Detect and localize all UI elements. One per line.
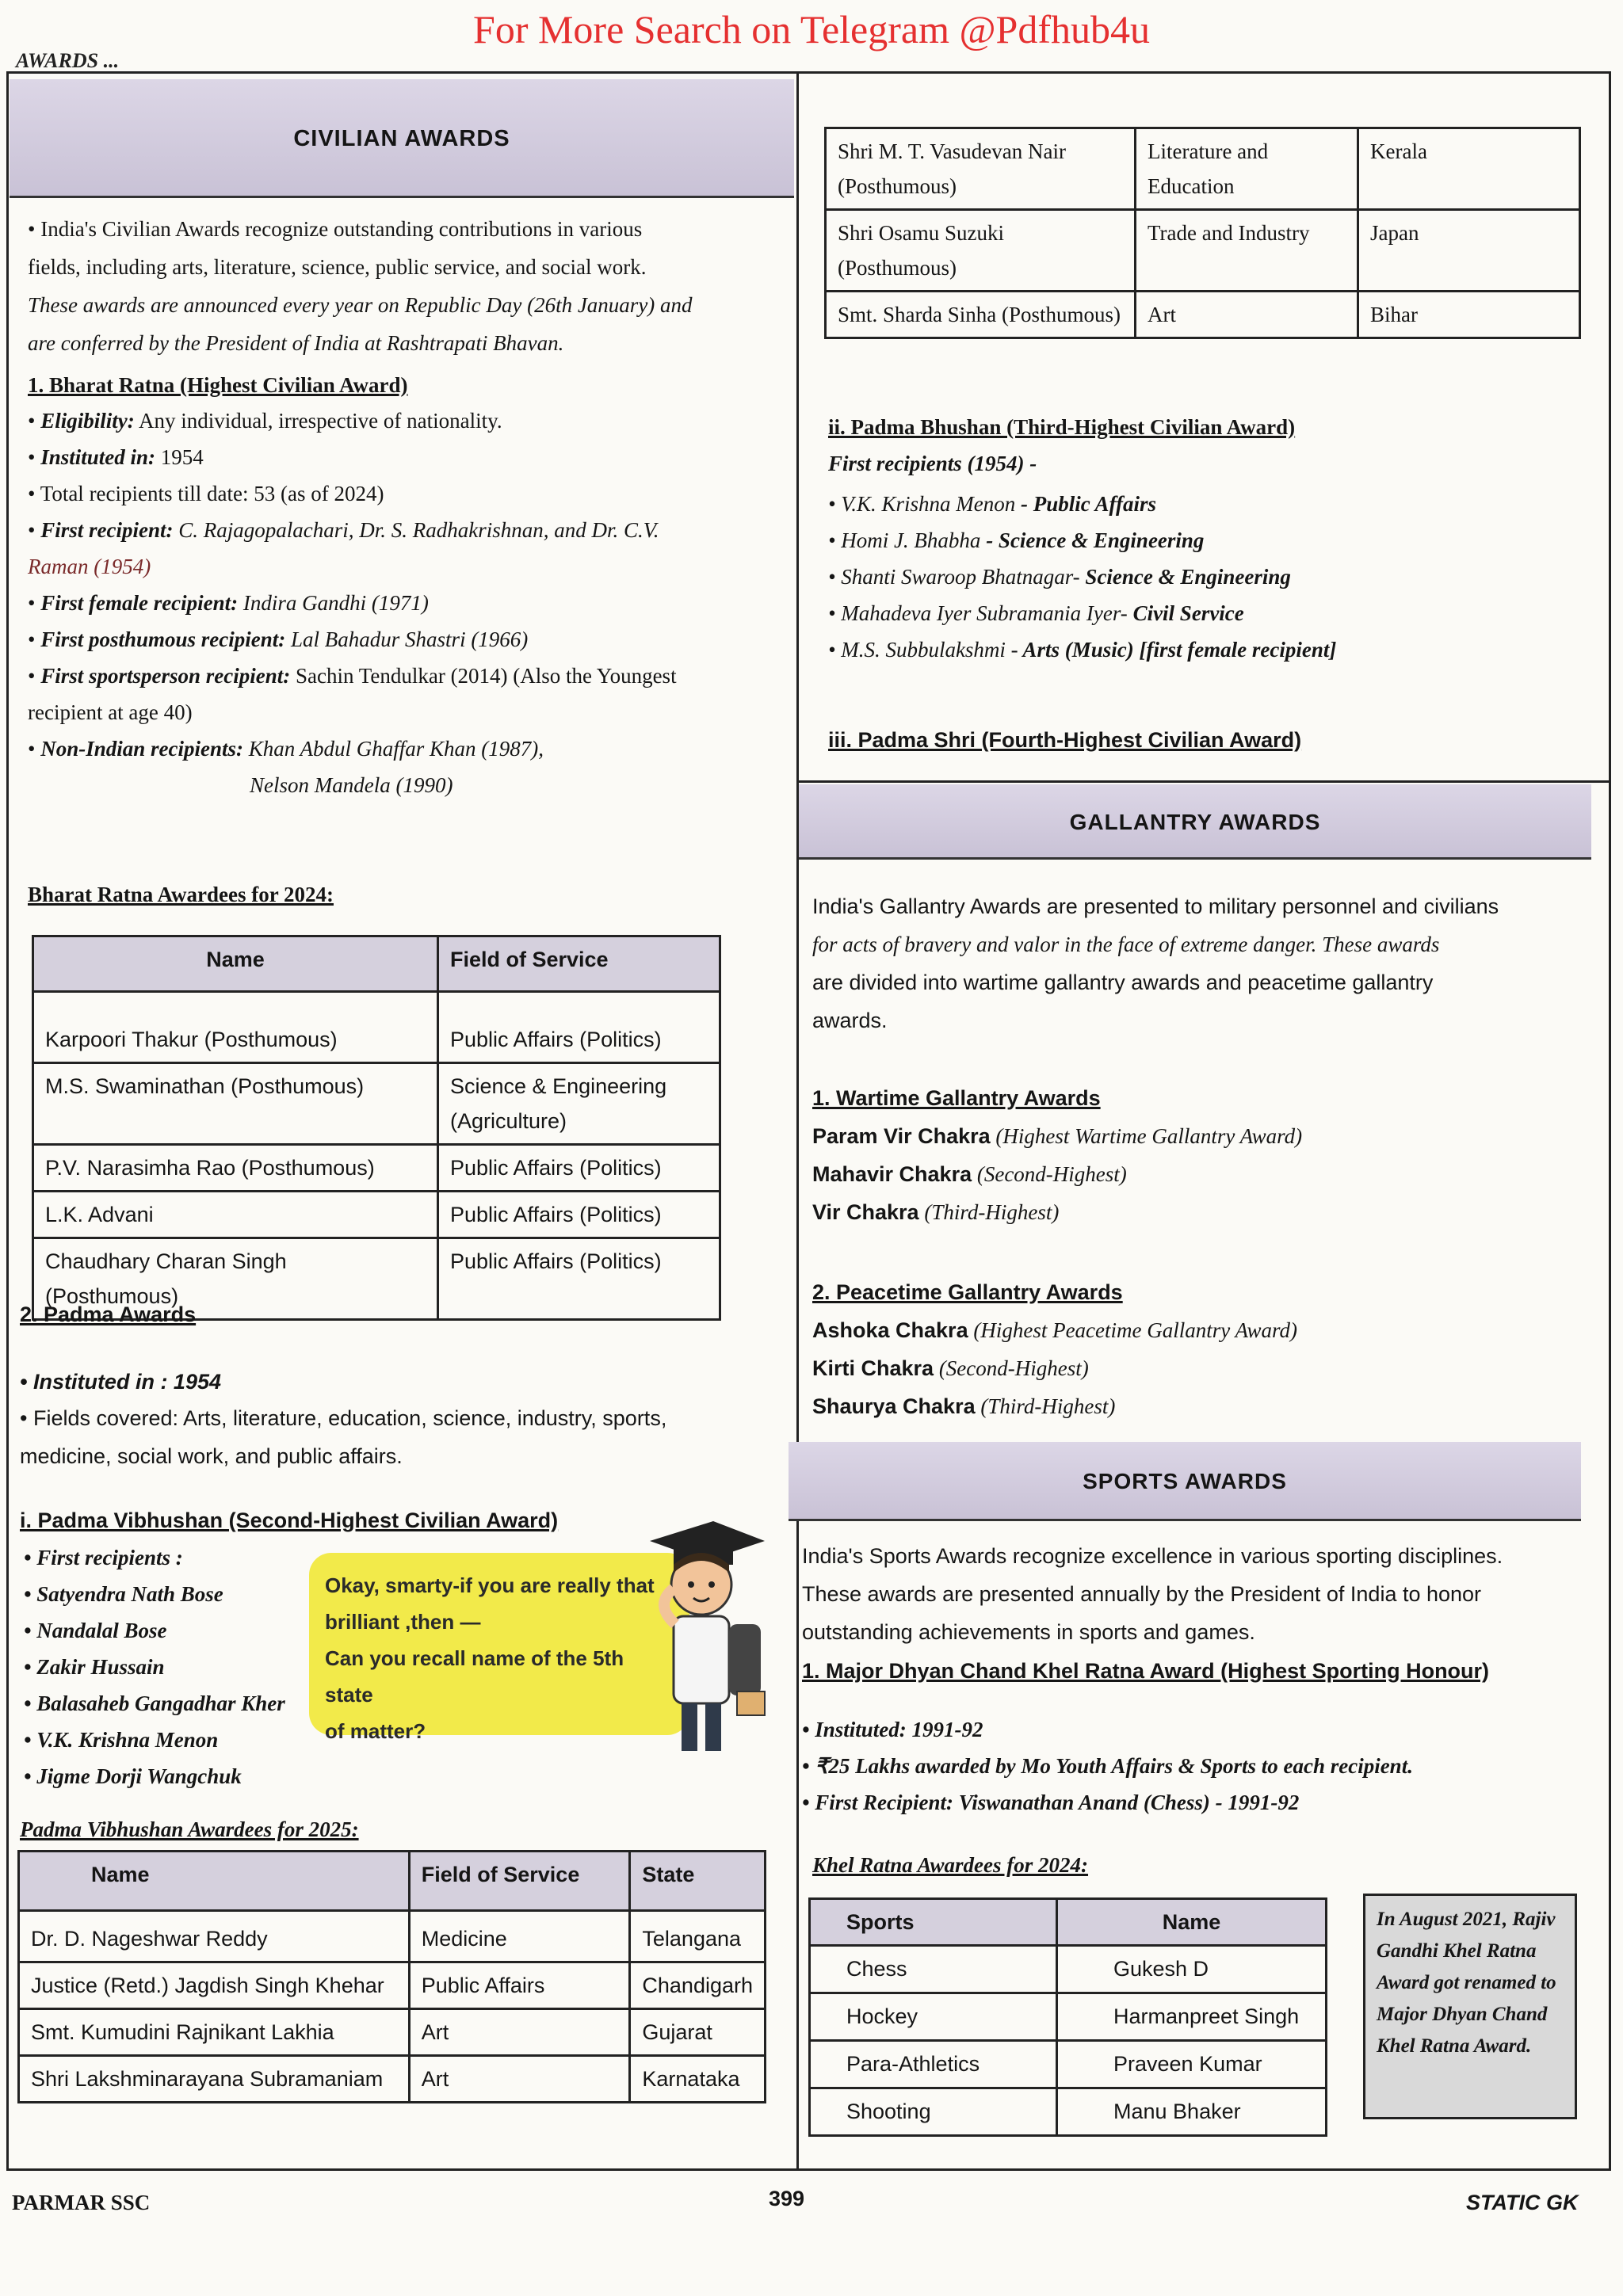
list-item: • V.K. Krishna Menon - Public Affairs [828,492,1156,516]
list-item: Param Vir Chakra (Highest Wartime Gallantry Award) [812,1124,1303,1148]
table-row: Dr. D. Nageshwar Reddy Medicine Telangana [19,1911,766,1962]
list-item: • Mahadeva Iyer Subramania Iyer- Civil Service [828,601,1244,625]
table-row: Shri Lakshminarayana Subramaniam Art Karnataka [19,2056,766,2103]
list-item: • Zakir Hussain [24,1655,165,1679]
sports-awards-header: SPORTS AWARDS [789,1442,1581,1521]
list-item: Mahavir Chakra (Second-Highest) [812,1162,1127,1186]
table-row: Justice (Retd.) Jagdish Singh Khehar Public Affairs Chandigarh [19,1962,766,2009]
table-header: Name [1057,1899,1327,1946]
page-number: 399 [769,2187,805,2210]
wartime-list [812,1117,1302,1231]
list-item: • First posthumous recipient: Lal Bahadur Shastri (1966) [28,627,529,651]
civilian-intro: • India's Civilian Awards recognize outstanding contributions in various fields, including arts, literature, science, public service, and social work. These awards are announced every year on Republic Day (26th January) and are conferred by the President of India at Rashtrapati Bhavan. [28,217,693,355]
peacetime-list [812,1311,1297,1425]
footer-left: PARMAR SSC [12,2191,151,2214]
khel-ratna-heading: 1. Major Dhyan Chand Khel Ratna Award (Highest Sporting Honour) [802,1659,1490,1683]
table-row: Chess Gukesh D [810,1946,1327,1993]
list-item: • Jigme Dorji Wangchuk [24,1764,242,1788]
table-header: State [630,1852,766,1911]
table-row: M.S. Swaminathan (Posthumous) Science & Engineering (Agriculture) [33,1063,720,1145]
list-item: • First Recipient: Viswanathan Anand (Chess) - 1991-92 [802,1791,1300,1814]
list-item: • First sportsperson recipient: Sachin Tendulkar (2014) (Also the Youngest [28,664,677,688]
list-item: • First recipient: C. Rajagopalachari, Dr. S. Radhakrishnan, and Dr. C.V. [28,518,659,542]
bhushan-list [828,486,1589,668]
padma-vibhushan-2025-table [17,1850,766,2103]
table-row: L.K. Advani Public Affairs (Politics) [33,1192,720,1238]
peacetime-heading: 2. Peacetime Gallantry Awards [812,1280,1123,1304]
list-item: Shaurya Chakra (Third-Highest) [812,1394,1116,1418]
list-item: • Balasaheb Gangadhar Kher [24,1691,285,1715]
footer-right: STATIC GK [1466,2191,1579,2214]
list-item: • Satyendra Nath Bose [24,1582,223,1606]
khel-ratna-2024-table [808,1897,1327,2137]
khel-ratna-rename-note: In August 2021, Rajiv Gandhi Khel Ratna Award got renamed to Major Dhyan Chand Khel Ratna Award. [1363,1894,1577,2119]
bharat-ratna-2024-heading: Bharat Ratna Awardees for 2024: [28,883,334,906]
table-header: Name [33,936,438,992]
list-item: • Non-Indian recipients: Khan Abdul Ghaffar Khan (1987), [28,737,544,761]
table-row: Hockey Harmanpreet Singh [810,1993,1327,2041]
list-item: Kirti Chakra (Second-Highest) [812,1356,1089,1380]
list-item: • Shanti Swaroop Bhatnagar- Science & Engineering [828,565,1291,589]
sports-intro: India's Sports Awards recognize excellence in various sporting disciplines. These awards are presented annually by the President of India to honor outstanding achievements in sports and games. [802,1544,1503,1644]
list-item: • Instituted in: 1954 [28,445,204,469]
wartime-heading: 1. Wartime Gallantry Awards [812,1086,1101,1110]
table-row: Smt. Sharda Sinha (Posthumous) Art Bihar [826,292,1580,338]
table-row: P.V. Narasimha Rao (Posthumous) Public Affairs (Politics) [33,1145,720,1192]
list-item: • Nandalal Bose [24,1619,167,1642]
list-item: • ₹25 Lakhs awarded by Mo Youth Affairs & Sports to each recipient. [802,1754,1413,1778]
padma-shri-heading: iii. Padma Shri (Fourth-Highest Civilian Award) [828,728,1302,752]
list-item: • V.K. Krishna Menon [24,1728,219,1752]
padma-awards-heading: 2. Padma Awards [20,1302,197,1326]
table-header: Field of Service [438,936,720,992]
list-item: • Homi J. Bhabha - Science & Engineering [828,528,1205,552]
civilian-awards-header: CIVILIAN AWARDS [10,79,794,198]
table-row: Karpoori Thakur (Posthumous) Public Affairs (Politics) [33,992,720,1063]
vibhushan-first-list: • First recipients : • Satyendra Nath Bose • Nandalal Bose • Zakir Hussain • Balasaheb Gangadhar Kher • V.K. Krishna Menon • Jigme Dorji Wangchuk [24,1539,317,1794]
table-row: Shooting Manu Bhaker [810,2088,1327,2136]
padma-bhushan-heading: ii. Padma Bhushan (Third-Highest Civilian Award) [828,415,1296,439]
table-header: Sports [810,1899,1057,1946]
bharat-ratna-list [28,402,789,803]
padma-vibhushan-continued-table [824,127,1581,339]
padma-instituted: • Instituted in : 1954 [20,1370,221,1394]
bharat-ratna-2024-table [32,935,721,1321]
khel-ratna-list [802,1711,1587,1821]
section-rule [799,780,1611,783]
student-mascot-icon [618,1517,769,1755]
table-row: Smt. Kumudini Rajnikant Lakhia Art Gujarat [19,2009,766,2056]
column-divider [796,71,799,2171]
table-row: Shri Osamu Suzuki (Posthumous) Trade and Industry Japan [826,210,1580,292]
gallantry-awards-header: GALLANTRY AWARDS [799,784,1591,860]
padma-fields: • Fields covered: Arts, literature, education, science, industry, sports, medicine, social work, and public affairs. [20,1406,667,1468]
quiz-callout: Okay, smarty-if you are really that brilliant ,then — Can you recall name of the 5th state of matter? [309,1553,689,1735]
list-item: • M.S. Subbulakshmi - Arts (Music) [first female recipient] [828,638,1337,662]
telegram-banner: For More Search on Telegram @Pdfhub4u [473,7,1150,51]
list-item: • Total recipients till date: 53 (as of 2024) [28,482,384,505]
list-item: • Instituted: 1991-92 [802,1718,983,1741]
table-row: Shri M. T. Vasudevan Nair (Posthumous) Literature and Education Kerala [826,128,1580,210]
padma-vibhushan-heading: i. Padma Vibhushan (Second-Highest Civilian Award) [20,1508,559,1532]
list-item: Ashoka Chakra (Highest Peacetime Gallantry Award) [812,1318,1298,1342]
khel-ratna-2024-heading: Khel Ratna Awardees for 2024: [812,1853,1089,1877]
list-item: Raman (1954) [28,555,151,578]
table-header: Name [19,1852,410,1911]
bharat-ratna-heading: 1. Bharat Ratna (Highest Civilian Award) [28,373,408,397]
list-item: recipient at age 40) [28,700,193,724]
list-item: • Eligibility: Any individual, irrespective of nationality. [28,409,502,433]
bhushan-first-recipients: First recipients (1954) - [828,452,1037,475]
table-row: Chaudhary Charan Singh (Posthumous) Public Affairs (Politics) [33,1238,720,1320]
list-item: Vir Chakra (Third-Highest) [812,1200,1060,1224]
gallantry-intro: India's Gallantry Awards are presented to military personnel and civilians for acts of bravery and valor in the face of extreme danger. These awards are divided into wartime gallantry awards and peacetime gallantry awards. [812,894,1499,1032]
padma-vibhushan-2025-heading: Padma Vibhushan Awardees for 2025: [20,1817,359,1841]
list-item: • First female recipient: Indira Gandhi (1971) [28,591,429,615]
table-row: Para-Athletics Praveen Kumar [810,2041,1327,2088]
list-item: Nelson Mandela (1990) [250,773,453,797]
table-header: Field of Service [409,1852,630,1911]
running-header: AWARDS ... [16,49,120,72]
